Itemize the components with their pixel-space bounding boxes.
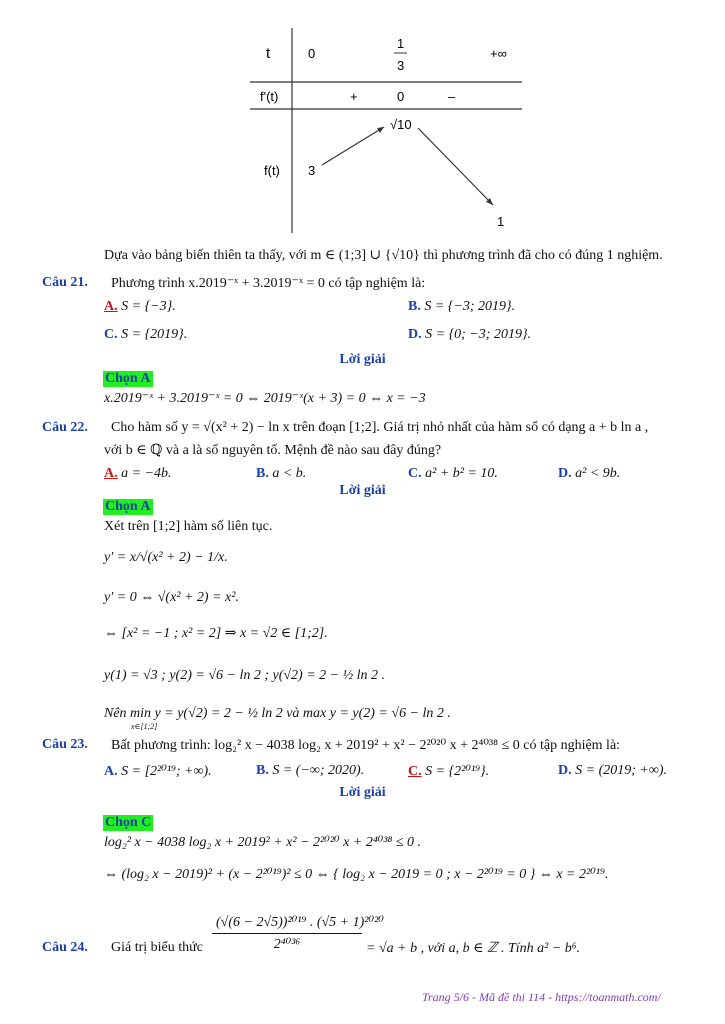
q23-option-b-key: B.	[256, 763, 269, 778]
t-value-1-num: 1	[397, 36, 405, 51]
q22-minmax-subscript: x∈[1;2]	[131, 722, 158, 731]
q21-option-a-key: A.	[104, 299, 118, 314]
q21-option-d-key: D.	[408, 327, 422, 342]
f-value-start: 3	[308, 163, 316, 178]
q22-option-b-key: B.	[256, 466, 269, 481]
q23-option-c-text: S = {2²⁰¹⁹}.	[425, 764, 490, 779]
intro-text: Dựa vào bảng biến thiên ta thấy, với m ∈ (1;3] ∪ {√10} thì phương trình đã cho có đúng 1 nghiệm.	[104, 248, 663, 263]
q21-option-d-text: S = {0; −3; 2019}.	[425, 327, 532, 342]
q23-option-b-text: S = (−∞; 2020).	[272, 763, 365, 778]
q22-step-6: Nên min y = y(√2) = 2 − ½ ln 2 và max y = y(2) = √6 − ln 2 .	[104, 706, 451, 721]
q23-stem: Bất phương trình: log₂² x − 4038 log₂ x + 2019² + x² − 2²⁰²⁰ x + 2⁴⁰³⁸ ≤ 0 có tập nghiệm là:	[111, 738, 621, 753]
q22-option-a-key: A.	[104, 466, 118, 481]
q22-option-c-text: a² + b² = 10.	[425, 466, 498, 481]
q23-label: Câu 23.	[42, 737, 88, 752]
q24-fraction	[212, 912, 384, 955]
t-label: t	[266, 45, 271, 62]
q23-option-d-text: S = (2019; +∞).	[575, 763, 667, 778]
q24-numerator: (√(6 − 2√5))²⁰¹⁹ . (√5 + 1)²⁰²⁰	[212, 912, 362, 934]
q22-step-3: y′ = 0 ⇔ √(x² + 2) = x².	[104, 590, 239, 605]
q22-step-1: Xét trên [1;2] hàm số liên tục.	[104, 519, 273, 534]
q23-option-a-key: A.	[104, 764, 118, 779]
q23-step-1: log₂² x − 4038 log₂ x + 2019² + x² − 2²⁰²⁰ x + 2⁴⁰³⁸ ≤ 0 .	[104, 835, 422, 850]
q24-stem-prefix: Giá trị biểu thức	[111, 940, 203, 955]
fprime-label: f'(t)	[260, 89, 279, 104]
q22-option-c-key: C.	[408, 466, 422, 481]
q23-option-d-key: D.	[558, 763, 572, 778]
q22-step-5: y(1) = √3 ; y(2) = √6 − ln 2 ; y(√2) = 2 − ½ ln 2 .	[104, 668, 386, 683]
sign-plus: +	[350, 89, 358, 104]
decrease-arrow	[418, 128, 493, 205]
q22-stem-line1: Cho hàm số y = √(x² + 2) − ln x trên đoạn [1;2]. Giá trị nhỏ nhất của hàm số có dạng a + b ln a ,	[111, 420, 649, 435]
q21-step-1: x.2019⁻ˣ + 3.2019⁻ˣ = 0 ⇔ 2019⁻ˣ(x + 3) = 0 ⇔ x = −3	[104, 391, 426, 406]
q23-option-b[interactable]	[256, 763, 364, 779]
q21-label: Câu 21.	[42, 275, 88, 290]
t-value-1-den: 3	[397, 58, 405, 73]
q21-option-b[interactable]	[408, 299, 515, 315]
q21-stem: Phương trình x.2019⁻ˣ + 3.2019⁻ˣ = 0 có tập nghiệm là:	[111, 276, 426, 291]
q23-option-c-key: C.	[408, 764, 422, 779]
q24-label: Câu 24.	[42, 940, 88, 955]
sign-zero: 0	[397, 89, 405, 104]
q22-option-b-text: a < b.	[272, 466, 307, 481]
q22-option-b[interactable]	[256, 466, 306, 482]
q21-option-c[interactable]	[104, 327, 187, 343]
q23-option-c[interactable]	[408, 763, 489, 780]
q22-stem-line2: với b ∈ ℚ và a là số nguyên tố. Mệnh đề nào sau đây đúng?	[104, 443, 442, 458]
q21-answer: Chọn A	[105, 371, 151, 386]
q23-solution-title: Lời giải	[339, 785, 386, 800]
q22-step-4: ⇔ [x² = −1 ; x² = 2] ⇒ x = √2 ∈ [1;2].	[104, 626, 328, 641]
q23-option-a-text: S = [2²⁰¹⁹; +∞).	[121, 764, 212, 779]
q22-label: Câu 22.	[42, 420, 88, 435]
q22-answer: Chọn A	[105, 499, 151, 514]
q21-option-a[interactable]	[104, 299, 176, 315]
q22-option-a-text: a = −4b.	[121, 466, 172, 481]
q21-option-d[interactable]	[408, 327, 531, 343]
q21-solution-title: Lời giải	[339, 352, 386, 367]
f-label: f(t)	[264, 163, 280, 178]
t-value-0: 0	[308, 46, 316, 61]
q21-option-b-text: S = {−3; 2019}.	[424, 299, 516, 314]
q22-solution-title: Lời giải	[339, 483, 386, 498]
q22-option-d-key: D.	[558, 466, 572, 481]
t-value-inf: +∞	[490, 46, 507, 61]
q22-option-a[interactable]	[104, 466, 172, 482]
q22-step-2: y′ = x/√(x² + 2) − 1/x.	[104, 550, 228, 565]
q21-option-a-text: S = {−3}.	[121, 299, 176, 314]
sign-minus: –	[448, 89, 456, 104]
q21-option-b-key: B.	[408, 299, 421, 314]
q24-stem-suffix: = √a + b , với a, b ∈ ℤ . Tính a² − b⁶.	[366, 941, 581, 956]
q23-step-2: ⇔ (log₂ x − 2019)² + (x − 2²⁰¹⁹)² ≤ 0 ⇔ { log₂ x − 2019 = 0 ; x − 2²⁰¹⁹ = 0 } ⇔ x = 2²⁰¹⁹.	[104, 867, 609, 882]
q23-answer: Chọn C	[105, 815, 152, 830]
q21-option-c-key: C.	[104, 327, 118, 342]
page-footer: Trang 5/6 - Mã đề thi 114 - https://toanmath.com/	[422, 990, 661, 1004]
q22-option-d-text: a² < 9b.	[575, 466, 621, 481]
variation-table	[250, 28, 530, 238]
q22-option-d[interactable]	[558, 466, 620, 482]
f-value-end: 1	[497, 214, 505, 229]
f-value-max: √10	[390, 117, 412, 132]
q22-option-c[interactable]	[408, 466, 498, 482]
q23-option-a[interactable]	[104, 763, 212, 780]
q21-option-c-text: S = {2019}.	[121, 327, 188, 342]
q23-option-d[interactable]	[558, 763, 667, 779]
increase-arrow	[322, 127, 384, 165]
q24-denominator: 2⁴⁰³⁶	[273, 937, 301, 952]
